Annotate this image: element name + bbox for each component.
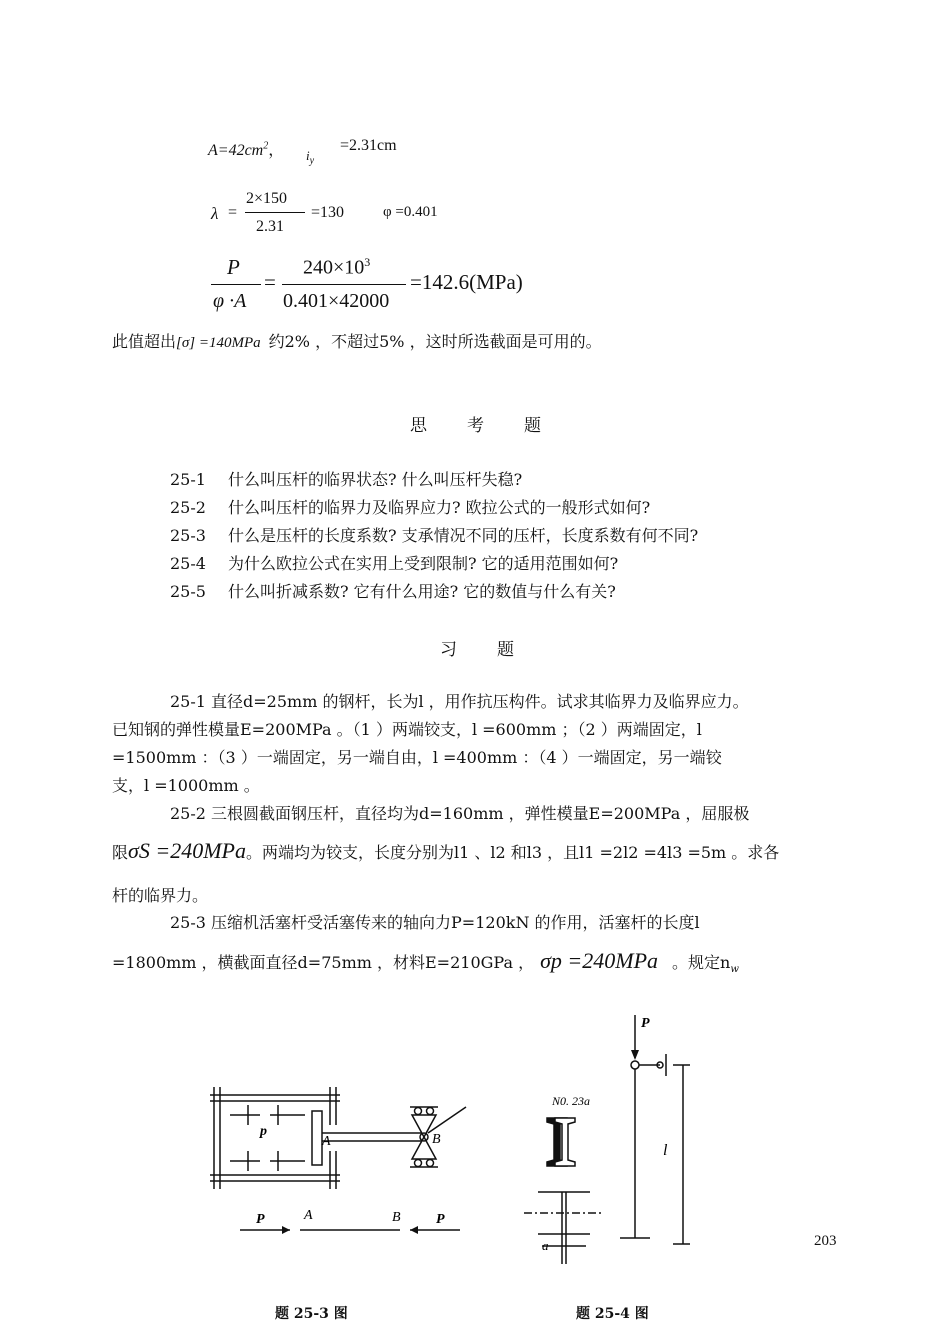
iy-symbol (306, 148, 314, 167)
label-l: l (663, 1142, 668, 1159)
area-separator: ， (268, 142, 285, 159)
thinking-heading: 思考题 (410, 416, 581, 436)
stress-numerator-value: 240×10 (303, 256, 365, 279)
exercise-3-prefix: =1800mm ，横截面直径d=75mm ，材料E=210GPa ， (112, 953, 535, 972)
label-a-inner: A (322, 1134, 331, 1149)
arrowhead-left (282, 1226, 290, 1234)
thinking-item (170, 579, 616, 602)
figure-25-4 (520, 1010, 710, 1270)
exercise-3-suffix: 。规定n (672, 953, 731, 972)
exercises-heading: 习题 (440, 640, 554, 660)
page-number: 203 (814, 1233, 837, 1249)
stress-denominator-phia: φ ·A (213, 290, 247, 312)
phi-value: φ =0.401 (383, 204, 438, 220)
label-b-inner: B (432, 1132, 441, 1147)
label-p-right: P (436, 1212, 445, 1227)
area-formula (208, 137, 284, 160)
conclusion-prefix: 此值超出 (112, 332, 177, 351)
sigma-s-formula: σS =240MPa (128, 838, 246, 863)
item-text: 什么是压杆的长度系数? 支承情况不同的压杆，长度系数有何不同? (227, 526, 699, 545)
exercise-1-line-3: =1500mm ：（3 ）一端固定，另一端自由，l =400mm ：（4 ）一端固定，另一端铰 (112, 748, 722, 767)
roller (427, 1160, 434, 1167)
conclusion-sigma: [σ] =140MPa (176, 335, 261, 351)
lambda-denominator: 2.31 (256, 218, 284, 235)
iy-value: =2.31cm (340, 137, 397, 154)
caption-25-4: 题 25-4 图 (576, 1306, 649, 1322)
thinking-item (170, 495, 650, 518)
sigma-p-formula: σp =240MPa (540, 948, 659, 973)
roller (415, 1108, 422, 1115)
label-b: B (392, 1210, 401, 1225)
exercise-2-line-2 (112, 838, 779, 864)
stress-denominator-2: 0.401×42000 (283, 290, 390, 312)
label-p: P (641, 1016, 650, 1031)
stress-numerator-exponent: 3 (364, 255, 371, 269)
exercise-2-suffix: 。两端均为铰支，长度分别为l1 、l2 和l3 ，且l1 =2l2 =4l3 =5m 。求各 (245, 843, 780, 862)
lambda-symbol: λ (211, 204, 219, 223)
lambda-fraction-line (245, 212, 305, 213)
exercise-2-prefix: 限 (112, 843, 129, 862)
conclusion-suffix: 约2% ，不超过5% ，这时所选截面是可用的。 (268, 332, 602, 351)
roller (415, 1160, 422, 1167)
arrowhead-right (410, 1226, 418, 1234)
exercise-2-line-3: 杆的临界力。 (112, 886, 209, 905)
nw-subscript: w (730, 964, 739, 976)
caption-25-3: 题 25-3 图 (275, 1306, 348, 1322)
thinking-item (170, 551, 618, 574)
stress-numerator-2 (303, 255, 370, 280)
item-text: 为什么欧拉公式在实用上受到限制? 它的适用范围如何? (227, 554, 619, 573)
area-exponent: 2 (263, 140, 269, 152)
exercise-1-line-2: 已知钢的弹性模量E=200MPa 。（1 ）两端铰支，l =600mm ；（2 ）两端固定，l (112, 720, 702, 739)
stress-result: =142.6(MPa) (410, 270, 523, 294)
label-p-left: P (256, 1212, 265, 1227)
stress-numerator-p: P (227, 255, 240, 279)
piston (312, 1111, 322, 1165)
stress-fraction-line-2 (282, 284, 406, 285)
item-text: 什么叫折减系数? 它有什么用途? 它的数值与什么有关? (227, 582, 616, 601)
thinking-item (170, 523, 698, 546)
conclusion-line (112, 329, 602, 352)
section-label: N0. 23a (552, 1094, 591, 1108)
thinking-item (170, 467, 522, 490)
exercise-2-line-1: 25-2 三根圆截面钢压杆，直径均为d=160mm ，弹性模量E=200MPa ，屈服极 (170, 804, 750, 823)
label-a: a (542, 1238, 549, 1253)
item-text: 什么叫压杆的临界力及临界应力? 欧拉公式的一般形式如何? (227, 498, 651, 517)
lambda-numerator: 2×150 (246, 190, 288, 207)
item-number: 25-1 (170, 470, 206, 489)
item-number: 25-3 (170, 526, 206, 545)
area-text: A=42cm (208, 142, 264, 159)
iy-symbol-letter: i (306, 148, 310, 163)
iy-subscript: y (309, 155, 315, 167)
item-text: 什么叫压杆的临界状态? 什么叫压杆失稳? (227, 470, 523, 489)
exercise-3-line-1: 25-3 压缩机活塞杆受活塞传来的轴向力P=120kN 的作用，活塞杆的长度l (170, 913, 700, 932)
exercise-3-line-2 (112, 948, 739, 975)
figure-25-3 (200, 1075, 490, 1245)
stress-fraction-line-1 (211, 284, 261, 285)
lambda-result: =130 (311, 204, 345, 221)
roller (427, 1108, 434, 1115)
exercise-1-line-4: 支，l =1000mm 。 (112, 776, 260, 795)
label-a: A (304, 1208, 313, 1223)
item-number: 25-2 (170, 498, 206, 517)
stress-equals: = (264, 270, 276, 294)
exercise-1-line-1: 25-1 直径d=25mm 的钢杆，长为l ，用作抗压构件。试求其临界力及临界应力。 (170, 692, 749, 711)
top-hinge (631, 1061, 639, 1069)
load-arrowhead (631, 1050, 639, 1060)
item-number: 25-5 (170, 582, 206, 601)
item-number: 25-4 (170, 554, 206, 573)
label-p-inner: p (260, 1124, 267, 1139)
lambda-equals: = (228, 204, 238, 221)
